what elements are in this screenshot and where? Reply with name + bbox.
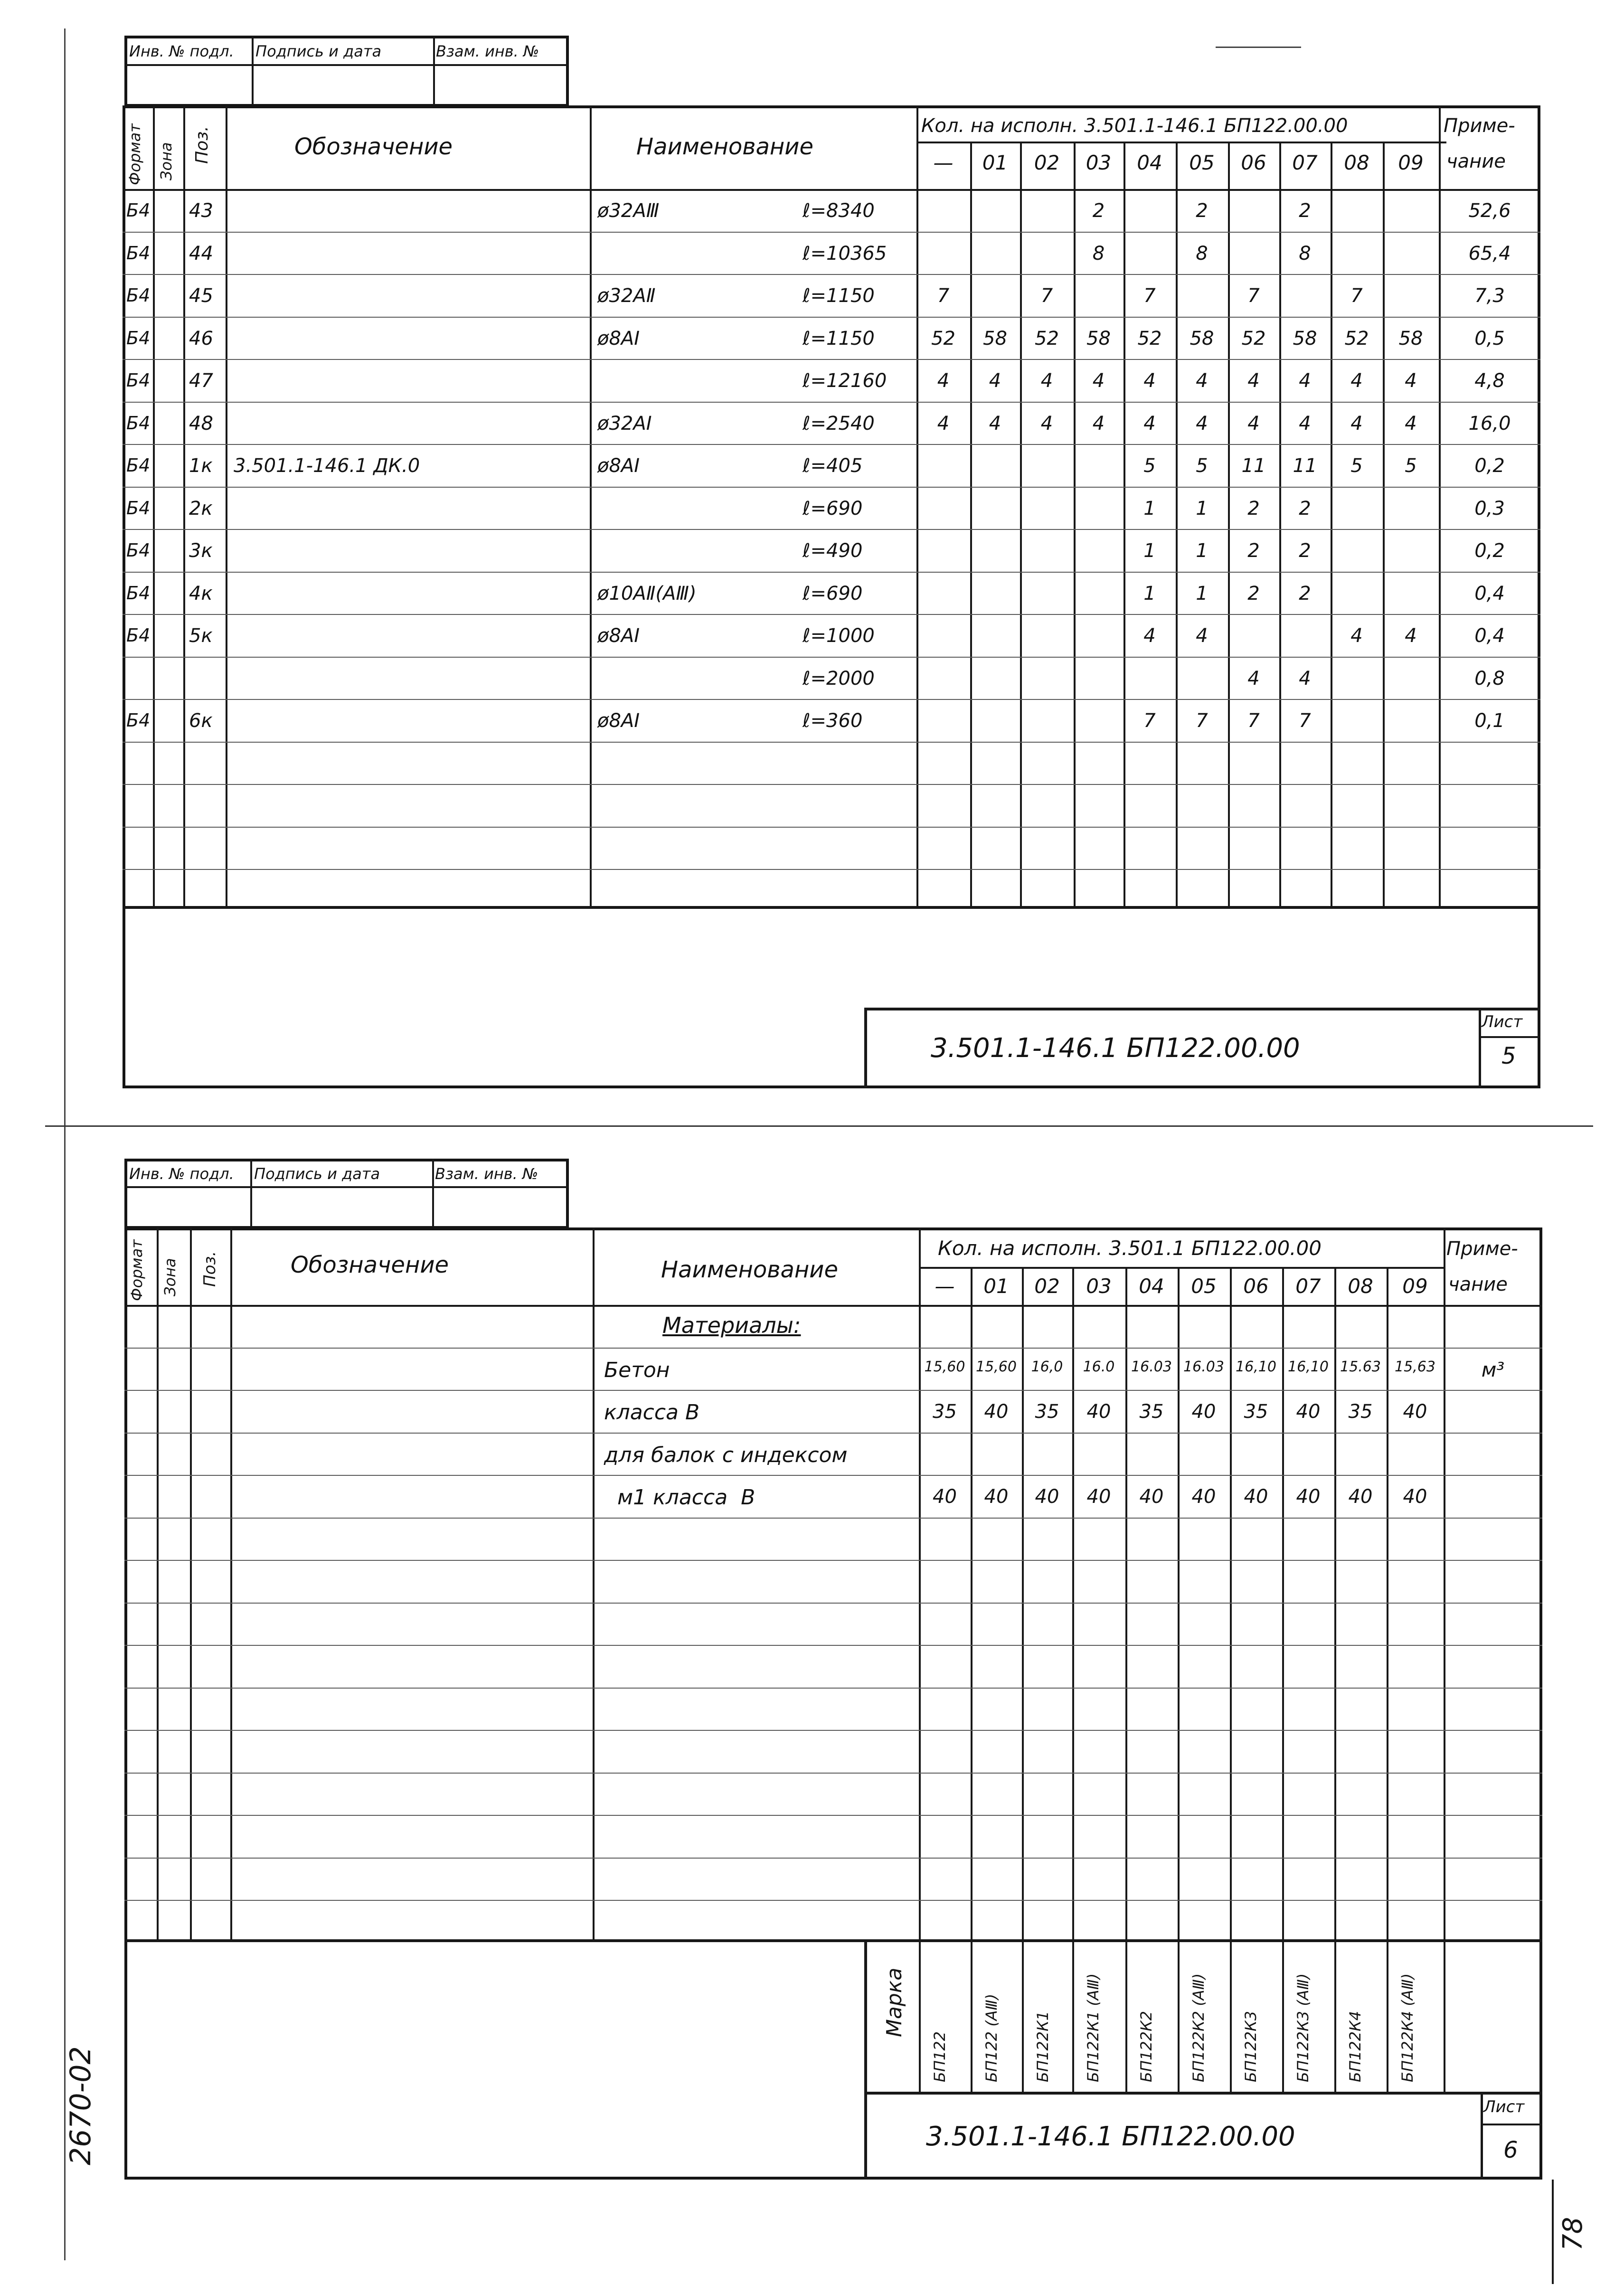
row-qty: 1 — [1143, 583, 1156, 604]
row-length: ℓ=1150 — [803, 285, 875, 307]
row-qty: 4 — [1040, 370, 1053, 392]
binding-line — [64, 28, 66, 2260]
material-qty: 40 — [1244, 1486, 1268, 1508]
material-qty: 15.63 — [1340, 1359, 1381, 1375]
row-position: 48 — [189, 413, 213, 434]
material-name: м1 класса В — [604, 1485, 755, 1510]
variant-label: 05 — [1191, 1274, 1217, 1298]
variant-label: 05 — [1189, 151, 1215, 174]
row-qty: 2 — [1247, 498, 1260, 519]
row-line — [123, 444, 1540, 445]
material-qty: 16.03 — [1183, 1359, 1224, 1375]
row-qty: 5 — [1405, 455, 1417, 477]
row-length: ℓ=1000 — [803, 625, 875, 647]
row-qty: 7 — [1299, 710, 1311, 732]
row-qty: 4 — [1405, 625, 1417, 647]
row-line — [123, 274, 1540, 275]
row-qty: 4 — [937, 370, 950, 392]
variant-label: 03 — [1086, 1274, 1112, 1298]
row-format: Б4 — [126, 413, 151, 434]
row-qty: 4 — [1247, 668, 1260, 689]
row-qty: 4 — [1247, 370, 1260, 392]
material-qty: 35 — [1348, 1401, 1373, 1423]
row-line — [124, 1475, 1542, 1476]
row-note: 0,4 — [1474, 583, 1505, 604]
sheet-number-2: 6 — [1503, 2137, 1518, 2163]
row-qty: 2 — [1092, 200, 1105, 222]
material-qty: 40 — [1191, 1401, 1216, 1423]
row-qty: 4 — [937, 413, 950, 434]
mark-label: БП122К3 (АⅢ) — [1294, 1973, 1312, 2082]
row-note: 52,6 — [1468, 200, 1511, 222]
stamp-sign-label-2: Подпись и дата — [254, 1165, 380, 1183]
variant-label: 08 — [1344, 151, 1369, 174]
row-line — [123, 742, 1540, 743]
header-note-2: чание — [1446, 151, 1506, 172]
sheet-label-2: Лист — [1483, 2097, 1525, 2116]
row-length: ℓ=690 — [803, 498, 863, 519]
mark-label: БП122К2 (АⅢ) — [1190, 1973, 1208, 2082]
row-length: ℓ=690 — [803, 583, 863, 604]
row-qty: 1 — [1196, 498, 1208, 519]
row-line — [124, 1688, 1542, 1689]
row-position: 45 — [189, 285, 213, 307]
row-line — [123, 317, 1540, 318]
row-line — [123, 487, 1540, 488]
sheet-number: 5 — [1501, 1043, 1516, 1069]
row-line — [124, 1858, 1542, 1859]
row-position: 1к — [189, 455, 213, 477]
row-line — [123, 699, 1540, 700]
row-line — [123, 572, 1540, 573]
row-note: 0,2 — [1474, 540, 1505, 562]
header-format-2: Формат — [128, 1239, 146, 1301]
row-qty: 8 — [1196, 243, 1208, 264]
row-qty: 4 — [1299, 370, 1311, 392]
row-qty: 7 — [1040, 285, 1053, 307]
header-zone: Зона — [157, 142, 175, 180]
row-format: Б4 — [126, 540, 151, 561]
material-qty: 15,60 — [924, 1359, 965, 1375]
row-line — [124, 1560, 1542, 1561]
row-line — [124, 1815, 1542, 1816]
row-line — [124, 1900, 1542, 1901]
archive-number: 2670-02 — [64, 2046, 97, 2165]
row-qty: 58 — [1398, 328, 1423, 349]
row-note: 0,8 — [1474, 668, 1505, 689]
mark-label: БП122 (АⅢ) — [982, 1993, 1001, 2082]
row-note: 0,3 — [1474, 498, 1505, 519]
materials-title: Материалы: — [662, 1312, 801, 1338]
row-note: 0,1 — [1474, 710, 1505, 732]
material-qty: 40 — [1139, 1486, 1164, 1508]
variant-label: 08 — [1348, 1274, 1373, 1298]
row-qty: 4 — [1092, 370, 1105, 392]
row-line — [123, 529, 1540, 530]
row-qty: 4 — [1299, 668, 1311, 689]
row-qty: 8 — [1299, 243, 1311, 264]
row-qty: 5 — [1350, 455, 1363, 477]
row-note: 16,0 — [1468, 413, 1511, 434]
row-qty: 1 — [1143, 498, 1156, 519]
row-line — [124, 1518, 1542, 1519]
row-line — [123, 784, 1540, 785]
variant-label: 09 — [1402, 1274, 1428, 1298]
row-line — [124, 1773, 1542, 1774]
top-dash — [1216, 47, 1301, 48]
row-qty: 7 — [1247, 285, 1260, 307]
material-qty: 16.0 — [1083, 1359, 1115, 1375]
variant-label: 07 — [1295, 1274, 1321, 1298]
material-qty: 40 — [1296, 1486, 1321, 1508]
row-line — [123, 614, 1540, 615]
row-length: ℓ=10365 — [803, 243, 887, 264]
row-qty: 52 — [931, 328, 955, 349]
row-position: 4к — [189, 583, 213, 604]
header-pos: Поз. — [192, 126, 212, 164]
variant-label: 09 — [1398, 151, 1424, 174]
row-qty: 4 — [989, 370, 1001, 392]
row-qty: 4 — [1405, 370, 1417, 392]
variant-label: 02 — [1034, 1274, 1060, 1298]
row-qty: 11 — [1241, 455, 1266, 477]
material-qty: 40 — [1403, 1486, 1427, 1508]
material-qty: 15,63 — [1395, 1359, 1435, 1375]
row-qty: 8 — [1092, 243, 1105, 264]
mark-label: БП122К3 — [1242, 2011, 1260, 2082]
row-length: ℓ=8340 — [803, 200, 875, 222]
material-name: для балок с индексом — [604, 1443, 848, 1467]
row-format: Б4 — [126, 328, 151, 349]
variant-label: 02 — [1034, 151, 1060, 174]
variant-label: 07 — [1292, 151, 1318, 174]
row-length: ℓ=1150 — [803, 328, 875, 349]
row-name: ø32АⅡ — [597, 285, 656, 307]
material-qty: 16.03 — [1131, 1359, 1172, 1375]
material-qty: 40 — [984, 1401, 1009, 1423]
row-name: ø8АI — [597, 328, 640, 349]
material-qty: 40 — [984, 1486, 1009, 1508]
row-qty: 58 — [1086, 328, 1111, 349]
material-name: Бетон — [604, 1358, 670, 1382]
row-qty: 2 — [1299, 540, 1311, 562]
row-qty: 11 — [1293, 455, 1317, 477]
row-qty: 2 — [1247, 583, 1260, 604]
material-qty: 35 — [1139, 1401, 1164, 1423]
row-format: Б4 — [126, 370, 151, 391]
row-qty: 7 — [1196, 710, 1208, 732]
row-format: Б4 — [126, 583, 151, 604]
material-qty: 40 — [1296, 1401, 1321, 1423]
header-name: Наименование — [636, 133, 814, 160]
row-name: ø8АI — [597, 455, 640, 477]
row-qty: 7 — [937, 285, 950, 307]
header-note-2-1: Приме- — [1446, 1238, 1518, 1260]
mark-label: БП122К4 (АⅢ) — [1398, 1973, 1416, 2082]
row-format: Б4 — [126, 200, 151, 221]
stamp-inv-label: Инв. № подл. — [129, 42, 234, 60]
header-qty: Кол. на исполн. 3.501.1-146.1 БП122.00.00 — [921, 115, 1348, 137]
row-line — [123, 402, 1540, 403]
mark-label: БП122К1 (АⅢ) — [1084, 1973, 1102, 2082]
row-name: ø8АI — [597, 625, 640, 647]
mark-label: БП122К1 — [1034, 2011, 1052, 2082]
row-position: 2к — [189, 498, 213, 519]
row-format: Б4 — [126, 455, 151, 476]
row-qty: 4 — [1040, 413, 1053, 434]
row-line — [123, 232, 1540, 233]
row-position: 3к — [189, 540, 213, 562]
material-name: класса В — [604, 1400, 700, 1425]
row-qty: 7 — [1143, 710, 1156, 732]
row-qty: 4 — [1350, 370, 1363, 392]
material-qty: 40 — [933, 1486, 957, 1508]
row-qty: 4 — [1247, 413, 1260, 434]
row-qty: 4 — [1143, 413, 1156, 434]
row-qty: 4 — [1196, 413, 1208, 434]
header-note-1: Приме- — [1444, 115, 1515, 137]
header-qty-2: Кол. на исполн. 3.501.1 БП122.00.00 — [938, 1237, 1322, 1260]
material-qty: 16,0 — [1031, 1359, 1063, 1375]
row-qty: 7 — [1350, 285, 1363, 307]
row-qty: 4 — [1092, 413, 1105, 434]
row-note: 0,4 — [1474, 625, 1505, 647]
row-name: ø8АI — [597, 710, 640, 732]
row-line — [124, 1645, 1542, 1646]
marka-label: Марка — [882, 1967, 906, 2037]
sheet-code: 3.501.1-146.1 БП122.00.00 — [931, 1033, 1300, 1064]
row-length: ℓ=2000 — [803, 668, 875, 689]
page-number: 78 — [1558, 2217, 1588, 2251]
row-position: 43 — [189, 200, 213, 222]
variant-label: 06 — [1243, 1274, 1269, 1298]
row-line — [124, 1433, 1542, 1434]
material-qty: 40 — [1086, 1401, 1111, 1423]
row-length: ℓ=405 — [803, 455, 863, 477]
row-qty: 4 — [989, 413, 1001, 434]
row-length: ℓ=12160 — [803, 370, 887, 392]
header-pos-2: Поз. — [200, 1251, 219, 1287]
row-qty: 7 — [1247, 710, 1260, 732]
row-name: ø32АI — [597, 413, 652, 434]
mark-label: БП122К4 — [1346, 2011, 1364, 2082]
row-line — [124, 1390, 1542, 1391]
row-qty: 52 — [1241, 328, 1266, 349]
row-qty: 52 — [1137, 328, 1162, 349]
variant-label: 04 — [1139, 1274, 1164, 1298]
material-qty: 35 — [933, 1401, 957, 1423]
row-qty: 5 — [1143, 455, 1156, 477]
stamp-inv-label-2: Инв. № подл. — [129, 1165, 234, 1183]
row-designation: 3.501.1-146.1 ДК.0 — [234, 455, 420, 477]
row-qty: 4 — [1196, 625, 1208, 647]
row-note: 4,8 — [1474, 370, 1505, 392]
header-zone-2: Зона — [161, 1258, 179, 1296]
mark-label: БП122К2 — [1137, 2011, 1155, 2082]
row-position: 5к — [189, 625, 213, 647]
row-qty: 52 — [1344, 328, 1369, 349]
variant-label: — — [935, 1274, 955, 1298]
row-note: 0,2 — [1474, 455, 1505, 477]
row-format: Б4 — [126, 625, 151, 646]
header-note-2-2: чание — [1448, 1274, 1508, 1295]
row-format: Б4 — [126, 710, 151, 731]
row-qty: 5 — [1196, 455, 1208, 477]
row-qty: 4 — [1350, 413, 1363, 434]
row-position: 47 — [189, 370, 213, 392]
row-qty: 58 — [1293, 328, 1317, 349]
row-line — [123, 359, 1540, 360]
row-qty: 1 — [1196, 540, 1208, 562]
variant-label: 04 — [1137, 151, 1162, 174]
row-qty: 4 — [1196, 370, 1208, 392]
header-designation-2: Обозначение — [291, 1252, 449, 1278]
stamp-sign-label: Подпись и дата — [255, 42, 382, 60]
row-qty: 1 — [1143, 540, 1156, 562]
row-note: 65,4 — [1468, 243, 1511, 264]
row-line — [123, 869, 1540, 870]
header-name-2: Наименование — [661, 1256, 839, 1283]
row-qty: 2 — [1196, 200, 1208, 222]
sheet-separator — [45, 1125, 1593, 1127]
material-qty: 16,10 — [1236, 1359, 1276, 1375]
row-note: 0,5 — [1474, 328, 1505, 349]
material-qty: 40 — [1348, 1486, 1373, 1508]
variant-label: 03 — [1086, 151, 1112, 174]
row-qty: 7 — [1143, 285, 1156, 307]
row-qty: 4 — [1405, 413, 1417, 434]
material-qty: 15,60 — [976, 1359, 1017, 1375]
row-format: Б4 — [126, 243, 151, 264]
row-line — [124, 1348, 1542, 1349]
material-qty: 40 — [1191, 1486, 1216, 1508]
variant-label: 01 — [982, 151, 1008, 174]
sheet-code-2: 3.501.1-146.1 БП122.00.00 — [926, 2121, 1295, 2152]
material-qty: 40 — [1035, 1486, 1059, 1508]
material-qty: 35 — [1035, 1401, 1059, 1423]
row-qty: 4 — [1299, 413, 1311, 434]
stamp-vzam-label: Взам. инв. № — [436, 42, 539, 60]
row-qty: 1 — [1196, 583, 1208, 604]
header-designation: Обозначение — [294, 133, 453, 160]
row-qty: 2 — [1299, 200, 1311, 222]
row-position: 6к — [189, 710, 213, 732]
row-qty: 2 — [1299, 583, 1311, 604]
material-qty: 40 — [1403, 1401, 1427, 1423]
material-qty: 16,10 — [1288, 1359, 1329, 1375]
row-length: ℓ=360 — [803, 710, 863, 732]
row-format: Б4 — [126, 498, 151, 519]
row-format: Б4 — [126, 285, 151, 306]
row-qty: 4 — [1143, 370, 1156, 392]
material-qty: 40 — [1086, 1486, 1111, 1508]
row-position: 46 — [189, 328, 213, 349]
row-length: ℓ=490 — [803, 540, 863, 562]
row-length: ℓ=2540 — [803, 413, 875, 434]
row-qty: 58 — [1190, 328, 1214, 349]
mark-label: БП122 — [931, 2031, 949, 2082]
stamp-vzam-label-2: Взам. инв. № — [435, 1165, 538, 1183]
row-name: ø32АⅢ — [597, 200, 660, 222]
row-line — [123, 657, 1540, 658]
row-note: 7,3 — [1474, 285, 1505, 307]
row-qty: 2 — [1299, 498, 1311, 519]
row-line — [124, 1603, 1542, 1604]
header-format: Формат — [126, 123, 144, 185]
sheet-label: Лист — [1482, 1012, 1523, 1031]
variant-label: 01 — [983, 1274, 1009, 1298]
row-qty: 2 — [1247, 540, 1260, 562]
row-qty: 4 — [1350, 625, 1363, 647]
row-line — [124, 1730, 1542, 1731]
row-line — [123, 827, 1540, 828]
row-qty: 52 — [1035, 328, 1059, 349]
row-qty: 4 — [1143, 625, 1156, 647]
row-position: 44 — [189, 243, 213, 264]
variant-label: — — [933, 151, 954, 174]
material-qty: 35 — [1244, 1401, 1268, 1423]
material-note: м³ — [1481, 1358, 1505, 1381]
variant-label: 06 — [1241, 151, 1266, 174]
row-name: ø10АⅡ(АⅢ) — [597, 583, 697, 604]
row-qty: 58 — [983, 328, 1007, 349]
